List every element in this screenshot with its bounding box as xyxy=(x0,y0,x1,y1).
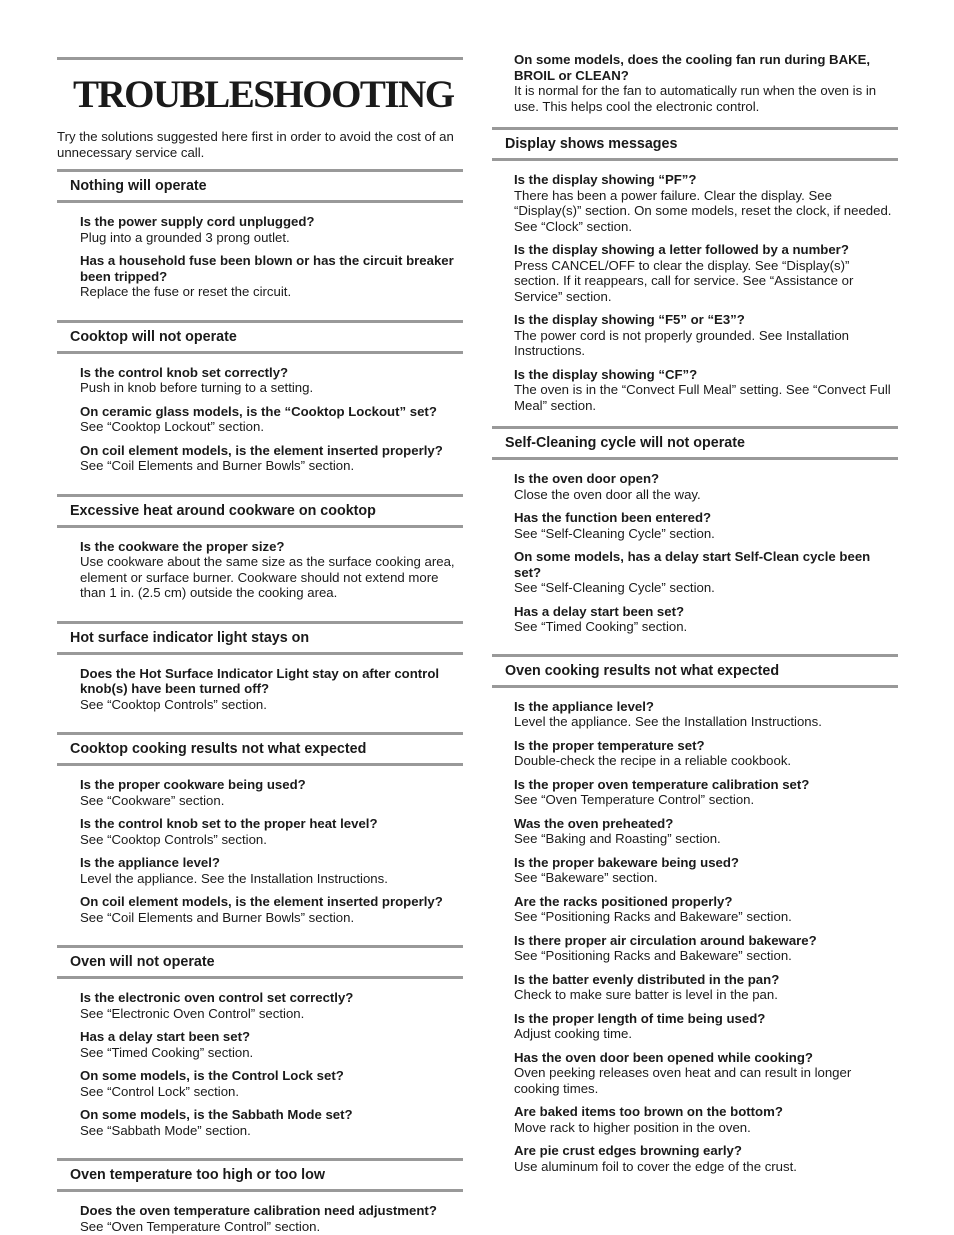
answer: Double-check the recipe in a reliable cookbook. xyxy=(514,753,792,768)
section-items xyxy=(492,460,898,635)
answer: Use aluminum foil to cover the edge of the crust. xyxy=(514,1158,797,1174)
qa-item xyxy=(514,777,898,808)
question: Are baked items too brown on the bottom? xyxy=(514,1104,783,1119)
section xyxy=(57,621,463,713)
qa-item xyxy=(80,855,463,886)
section-items xyxy=(57,766,463,925)
section-heading: Oven will not operate xyxy=(57,945,463,979)
section-items xyxy=(57,979,463,1138)
qa-item xyxy=(514,172,898,234)
question: On some models, is the Control Lock set? xyxy=(80,1068,344,1083)
question: Is there proper air circulation around bakeware? xyxy=(514,932,817,948)
question: Is the control knob set correctly? xyxy=(80,364,289,380)
question: Has the oven door been opened while cooking? xyxy=(514,1049,813,1065)
question: On some models, does the cooling fan run during BAKE, BROIL or CLEAN? xyxy=(514,52,871,83)
question: Is the appliance level? xyxy=(80,855,220,870)
section-heading: Self-Cleaning cycle will not operate xyxy=(492,426,898,460)
question: On coil element models, is the element inserted properly? xyxy=(80,894,443,909)
qa-item xyxy=(80,894,463,925)
qa-item xyxy=(80,365,463,396)
section xyxy=(57,732,463,925)
answer: It is normal for the fan to automatically run when the oven is in use. This helps cool the electronic control. xyxy=(514,83,877,114)
section-heading: Oven temperature too high or too low xyxy=(57,1158,463,1192)
qa-item xyxy=(80,1029,463,1060)
answer: See “Positioning Racks and Bakeware” section. xyxy=(514,909,792,924)
qa-item xyxy=(514,1143,898,1174)
answer: See “Timed Cooking” section. xyxy=(514,619,688,634)
answer: See “Self-Cleaning Cycle” section. xyxy=(514,580,715,595)
qa-item xyxy=(80,404,463,435)
answer: Level the appliance. See the Installation Instructions. xyxy=(80,870,388,886)
section xyxy=(57,169,463,300)
answer: The power cord is not properly grounded. See Installation Instructions. xyxy=(514,327,850,358)
right-sections xyxy=(492,127,898,1174)
question: On some models, is the Sabbath Mode set? xyxy=(80,1107,353,1122)
qa-item xyxy=(80,1107,463,1138)
qa-item xyxy=(514,1050,898,1097)
answer: See “Control Lock” section. xyxy=(80,1083,240,1099)
section-heading: Display shows messages xyxy=(492,127,898,161)
fan-item xyxy=(514,52,898,114)
question: Is the display showing “CF”? xyxy=(514,366,698,382)
qa-item xyxy=(514,604,898,635)
question: Is the display showing “F5” or “E3”? xyxy=(514,312,745,327)
question: Does the oven temperature calibration need adjustment? xyxy=(80,1203,437,1218)
section xyxy=(57,494,463,601)
qa-item xyxy=(514,242,898,304)
answer: Check to make sure batter is level in the pan. xyxy=(514,987,778,1002)
qa-item xyxy=(80,816,463,847)
qa-item xyxy=(514,510,898,541)
qa-item xyxy=(514,699,898,730)
answer: See “Oven Temperature Control” section. xyxy=(80,1218,321,1234)
answer: See “Cooktop Controls” section. xyxy=(80,696,267,712)
answer: Oven peeking releases oven heat and can result in longer cooking times. xyxy=(514,1065,852,1096)
left-sections xyxy=(57,169,463,1234)
answer: Close the oven door all the way. xyxy=(514,486,701,502)
answer: See “Self-Cleaning Cycle” section. xyxy=(514,525,715,541)
qa-item xyxy=(80,990,463,1021)
section xyxy=(57,1158,463,1234)
section-heading: Hot surface indicator light stays on xyxy=(57,621,463,655)
answer: See “Oven Temperature Control” section. xyxy=(514,792,755,807)
qa-item xyxy=(514,738,898,769)
answer: See “Sabbath Mode” section. xyxy=(80,1122,251,1138)
answer: See “Electronic Oven Control” section. xyxy=(80,1005,305,1021)
qa-item xyxy=(80,1203,463,1234)
section xyxy=(492,127,898,413)
qa-item xyxy=(514,855,898,886)
answer: Level the appliance. See the Installation Instructions. xyxy=(514,714,822,729)
qa-item xyxy=(514,816,898,847)
qa-item xyxy=(514,894,898,925)
answer: See “Coil Elements and Burner Bowls” section. xyxy=(80,909,355,925)
answer: Move rack to higher position in the oven. xyxy=(514,1119,751,1135)
section-heading: Nothing will operate xyxy=(57,169,463,203)
section-items xyxy=(57,203,463,300)
section-items xyxy=(492,688,898,1175)
section xyxy=(492,654,898,1175)
section xyxy=(57,945,463,1138)
section-heading: Cooktop cooking results not what expected xyxy=(57,732,463,766)
question: Does the Hot Surface Indicator Light stay on after control knob(s) have been turned off? xyxy=(80,665,440,696)
question: Is the proper oven temperature calibration set? xyxy=(514,776,810,792)
question: Are pie crust edges browning early? xyxy=(514,1143,742,1158)
qa-item xyxy=(80,777,463,808)
question: Is the power supply cord unplugged? xyxy=(80,214,315,229)
question: Is the display showing a letter followed by a number? xyxy=(514,242,849,257)
answer: See “Cooktop Controls” section. xyxy=(80,831,267,847)
question: Is the control knob set to the proper heat level? xyxy=(80,816,378,831)
question: Is the proper cookware being used? xyxy=(80,777,306,792)
qa-item xyxy=(514,549,898,596)
right-column xyxy=(492,0,898,1174)
title-rule xyxy=(57,57,463,60)
qa-item xyxy=(514,367,898,414)
qa-item xyxy=(514,1011,898,1042)
section-items xyxy=(57,528,463,601)
answer: The oven is in the “Convect Full Meal” setting. See “Convect Full Meal” section. xyxy=(514,382,891,413)
qa-item xyxy=(80,1068,463,1099)
section-items xyxy=(492,161,898,413)
question: Are the racks positioned properly? xyxy=(514,893,733,909)
question: Is the appliance level? xyxy=(514,698,654,714)
answer: Push in knob before turning to a setting. xyxy=(80,380,314,395)
question: Has a delay start been set? xyxy=(514,603,685,619)
question: Was the oven preheated? xyxy=(514,815,674,831)
answer: See “Cookware” section. xyxy=(80,792,225,808)
page-title: TROUBLESHOOTING xyxy=(73,73,454,116)
section xyxy=(492,426,898,635)
section-items xyxy=(57,354,463,474)
question: Is the proper bakeware being used? xyxy=(514,854,739,870)
section-heading: Cooktop will not operate xyxy=(57,320,463,354)
answer: See “Bakeware” section. xyxy=(514,870,658,885)
qa-item xyxy=(514,972,898,1003)
answer: See “Baking and Roasting” section. xyxy=(514,831,721,846)
answer: See “Cooktop Lockout” section. xyxy=(80,419,264,434)
question: Has the function been entered? xyxy=(514,510,712,525)
answer: Use cookware about the same size as the surface cooking area, element or surface burner. Cookware should not extend more than 1 in. (2.5 cm) outside the cooking area. xyxy=(80,554,455,600)
answer: There has been a power failure. Clear the display. See “Display(s)” section. On some models, reset the clock, if needed. See “Clock” section. xyxy=(514,187,892,234)
answer: See “Timed Cooking” section. xyxy=(80,1044,254,1060)
section xyxy=(57,320,463,474)
question: On ceramic glass models, is the “Cooktop Lockout” set? xyxy=(80,403,437,419)
left-column xyxy=(57,0,463,1234)
answer: Plug into a grounded 3 prong outlet. xyxy=(80,229,290,245)
qa-item xyxy=(80,443,463,474)
qa-item xyxy=(80,666,463,713)
qa-item xyxy=(514,312,898,359)
qa-item xyxy=(514,1104,898,1135)
section-heading: Oven cooking results not what expected xyxy=(492,654,898,688)
intro-text: Try the solutions suggested here first in order to avoid the cost of an unnecessary service call. xyxy=(57,129,454,160)
question: Is the proper length of time being used? xyxy=(514,1010,766,1026)
question: Has a delay start been set? xyxy=(80,1029,251,1044)
question: On some models, has a delay start Self-Clean cycle been set? xyxy=(514,549,871,580)
section-items xyxy=(57,1192,463,1234)
qa-item xyxy=(514,471,898,502)
qa-item xyxy=(80,539,463,601)
question: Is the batter evenly distributed in the pan? xyxy=(514,971,780,987)
qa-item xyxy=(514,933,898,964)
question: On coil element models, is the element inserted properly? xyxy=(80,442,443,458)
section-items xyxy=(57,655,463,713)
question: Is the display showing “PF”? xyxy=(514,172,697,187)
answer: See “Positioning Racks and Bakeware” section. xyxy=(514,948,792,963)
question: Is the proper temperature set? xyxy=(514,737,705,753)
section-heading: Excessive heat around cookware on cooktop xyxy=(57,494,463,528)
question: Is the electronic oven control set correctly? xyxy=(80,990,354,1005)
answer: See “Coil Elements and Burner Bowls” section. xyxy=(80,458,355,473)
answer: Replace the fuse or reset the circuit. xyxy=(80,284,292,299)
qa-item xyxy=(80,253,463,300)
question: Has a household fuse been blown or has the circuit breaker been tripped? xyxy=(80,253,454,284)
answer: Press CANCEL/OFF to clear the display. See “Display(s)” section. If it reappears, call for service. See “Assistance or Service” section. xyxy=(514,257,854,304)
question: Is the oven door open? xyxy=(514,471,660,486)
question: Is the cookware the proper size? xyxy=(80,538,285,554)
qa-item xyxy=(80,214,463,245)
answer: Adjust cooking time. xyxy=(514,1026,633,1041)
